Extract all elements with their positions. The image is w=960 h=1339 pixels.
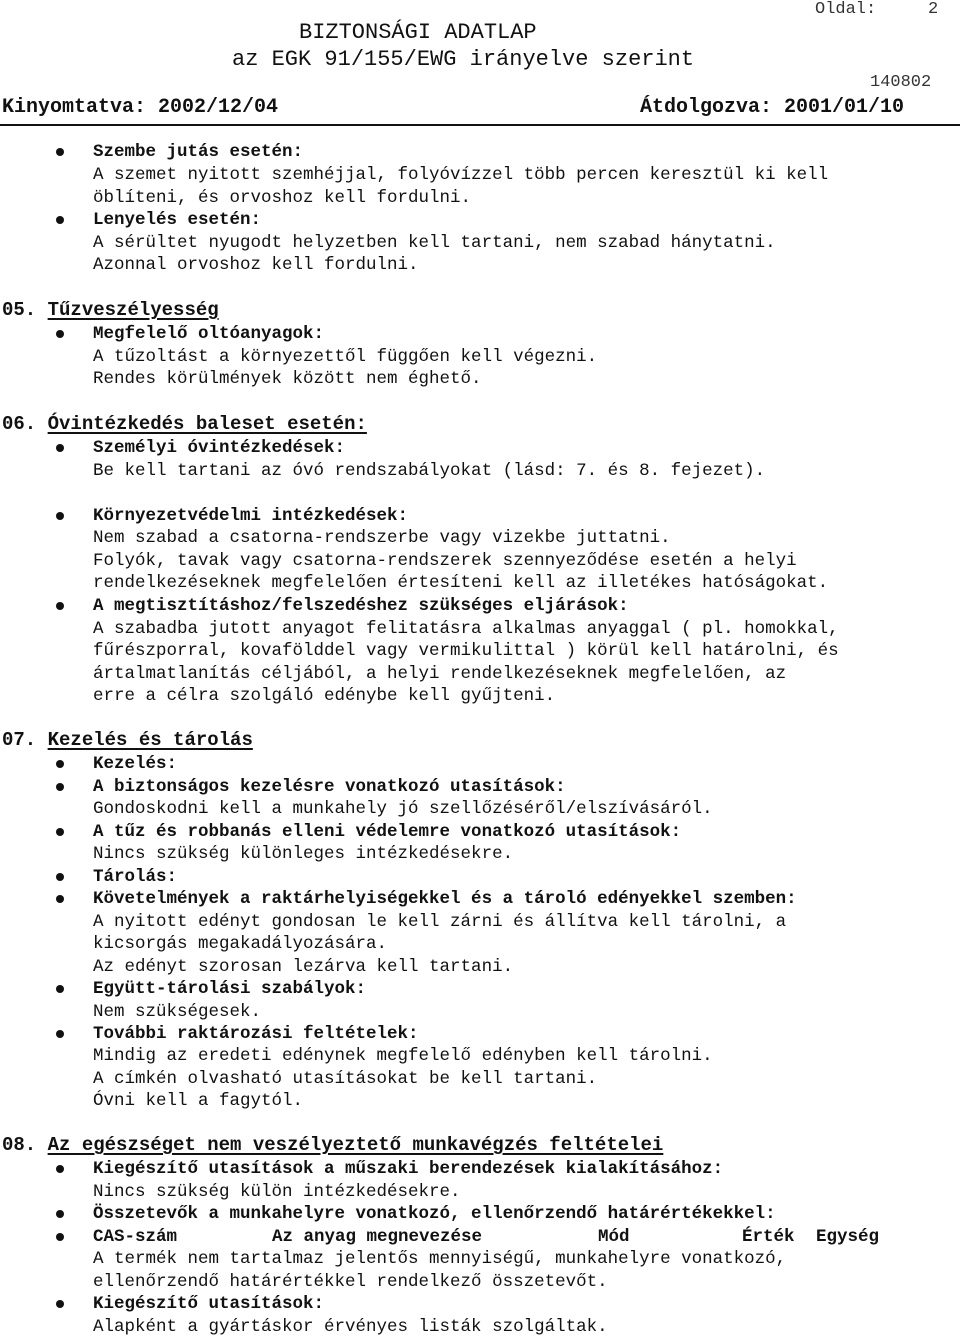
- section-07-number: 07.: [2, 729, 37, 751]
- further-storage-label: További raktározási feltételek:: [93, 1024, 419, 1044]
- additional-instructions-text: Alapként a gyártáskor érvényes listák szolgáltak.: [93, 1317, 608, 1337]
- fire-protection-text: Nincs szükség különleges intézkedésekre.: [93, 844, 514, 864]
- bullet-icon: [56, 444, 64, 452]
- environmental-text-2: Folyók, tavak vagy csatorna-rendszerek szennyeződése esetén a helyi: [93, 551, 797, 571]
- section-08-heading: [2, 1134, 663, 1156]
- ingestion-text-2: Azonnal orvoshoz kell fordulni.: [93, 255, 419, 275]
- joint-storage-text: Nem szükségesek.: [93, 1002, 262, 1022]
- bullet-icon: [56, 1030, 64, 1038]
- environmental-measures-label: Környezetvédelmi intézkedések:: [93, 506, 409, 526]
- section-06-number: 06.: [2, 413, 37, 435]
- exposure-text-2: ellenőrzendő határértékkel rendelkező összetevőt.: [93, 1272, 608, 1292]
- bullet-icon: [56, 216, 64, 224]
- bullet-icon: [56, 512, 64, 520]
- storage-requirements-text-3: Az edényt szorosan lezárva kell tartani.: [93, 957, 514, 977]
- document-code: 140802: [870, 73, 932, 92]
- bullet-icon: [56, 1300, 64, 1308]
- bullet-icon: [56, 783, 64, 791]
- personal-precautions-text: Be kell tartani az óvó rendszabályokat (lásd: 7. és 8. fejezet).: [93, 461, 766, 481]
- header-divider: [0, 124, 960, 126]
- table-header-value: Érték: [742, 1227, 795, 1247]
- storage-requirements-label: Követelmények a raktárhelyiségekkel és a tároló edényekkel szemben:: [93, 889, 797, 909]
- bullet-icon: [56, 148, 64, 156]
- table-header-substance: Az anyag megnevezése: [272, 1227, 483, 1247]
- exposure-components-label: Összetevők a munkahelyre vonatkozó, ellenőrzendő határértékekkel:: [93, 1204, 776, 1224]
- engineering-measures-label: Kiegészítő utasítások a műszaki berendezések kialakításához:: [93, 1159, 724, 1179]
- eye-contact-text-1: A szemet nyitott szemhéjjal, folyóvízzel több percen keresztül ki kell: [93, 165, 829, 185]
- engineering-measures-text: Nincs szükség külön intézkedésekre.: [93, 1182, 461, 1202]
- section-06-title: Óvintézkedés baleset esetén:: [47, 413, 367, 435]
- further-storage-text-3: Óvni kell a fagytól.: [93, 1091, 304, 1111]
- safe-handling-label: A biztonságos kezelésre vonatkozó utasítások:: [93, 777, 566, 797]
- personal-precautions-label: Személyi óvintézkedések:: [93, 438, 346, 458]
- bullet-icon: [56, 330, 64, 338]
- bullet-icon: [56, 873, 64, 881]
- extinguishing-text-2: Rendes körülmények között nem éghető.: [93, 369, 482, 389]
- ingestion-label: Lenyelés esetén:: [93, 210, 262, 230]
- table-header-cas: CAS-szám: [93, 1227, 178, 1247]
- section-05-number: 05.: [2, 299, 37, 321]
- additional-instructions-label: Kiegészítő utasítások:: [93, 1294, 325, 1314]
- section-07-title: Kezelés és tárolás: [47, 729, 253, 751]
- bullet-icon: [56, 1233, 64, 1241]
- revised-date: Átdolgozva: 2001/01/10: [640, 96, 905, 119]
- joint-storage-label: Együtt-tárolási szabályok:: [93, 979, 367, 999]
- table-header-unit: Egység: [816, 1227, 880, 1247]
- ingestion-text-1: A sérültet nyugodt helyzetben kell tartani, nem szabad hánytatni.: [93, 233, 776, 253]
- section-06-heading: [2, 413, 367, 435]
- bullet-icon: [56, 985, 64, 993]
- printed-date: Kinyomtatva: 2002/12/04: [2, 96, 279, 119]
- bullet-icon: [56, 895, 64, 903]
- cleanup-procedures-label: A megtisztításhoz/felszedéshez szükséges eljárások:: [93, 596, 629, 616]
- eye-contact-text-2: öblíteni, és orvoshoz kell fordulni.: [93, 188, 472, 208]
- cleanup-text-3: ártalmatlanítás céljából, a helyi rendelkezéseknek megfelelően, az: [93, 664, 787, 684]
- cleanup-text-1: A szabadba jutott anyagot felitatásra alkalmas anyaggal ( pl. homokkal,: [93, 619, 839, 639]
- section-05-heading: [2, 299, 219, 321]
- extinguishing-media-label: Megfelelő oltóanyagok:: [93, 324, 325, 344]
- cleanup-text-4: erre a célra szolgáló edénybe kell gyűjteni.: [93, 686, 556, 706]
- section-05-title: Tűzveszélyesség: [47, 299, 219, 321]
- section-08-number: 08.: [2, 1134, 37, 1156]
- storage-requirements-text-2: kicsorgás megakadályozására.: [93, 934, 388, 954]
- handling-label: Kezelés:: [93, 754, 178, 774]
- document-subtitle: az EGK 91/155/EWG irányelve szerint: [232, 47, 695, 72]
- section-07-heading: [2, 729, 253, 751]
- page-number: 2: [928, 0, 939, 19]
- bullet-icon: [56, 602, 64, 610]
- safe-handling-text: Gondoskodni kell a munkahely jó szellőzéséről/elszívásáról.: [93, 799, 713, 819]
- exposure-text-1: A termék nem tartalmaz jelentős mennyiségű, munkahelyre vonatkozó,: [93, 1249, 787, 1269]
- bullet-icon: [56, 1165, 64, 1173]
- environmental-text-1: Nem szabad a csatorna-rendszerbe vagy vizekbe juttatni.: [93, 528, 671, 548]
- section-08-title: Az egészséget nem veszélyeztető munkavégzés feltételei: [47, 1134, 664, 1156]
- bullet-icon: [56, 828, 64, 836]
- document-title: BIZTONSÁGI ADATLAP: [299, 20, 537, 45]
- environmental-text-3: rendelkezéseknek megfelelően értesíteni kell az illetékes hatóságokat.: [93, 573, 829, 593]
- storage-requirements-text-1: A nyitott edényt gondosan le kell zárni és állítva kell tárolni, a: [93, 912, 787, 932]
- further-storage-text-2: A címkén olvasható utasításokat be kell tartani.: [93, 1069, 598, 1089]
- eye-contact-label: Szembe jutás esetén:: [93, 142, 304, 162]
- bullet-icon: [56, 1210, 64, 1218]
- further-storage-text-1: Mindig az eredeti edénynek megfelelő edényben kell tárolni.: [93, 1046, 713, 1066]
- fire-protection-label: A tűz és robbanás elleni védelemre vonatkozó utasítások:: [93, 822, 682, 842]
- storage-label: Tárolás:: [93, 867, 178, 887]
- table-header-mode: Mód: [598, 1227, 630, 1247]
- page-label: Oldal:: [815, 0, 877, 19]
- extinguishing-text-1: A tűzoltást a környezettől függően kell végezni.: [93, 347, 598, 367]
- cleanup-text-2: fűrészporral, kovafölddel vagy vermikulittal ) körül kell határolni, és: [93, 641, 839, 661]
- bullet-icon: [56, 760, 64, 768]
